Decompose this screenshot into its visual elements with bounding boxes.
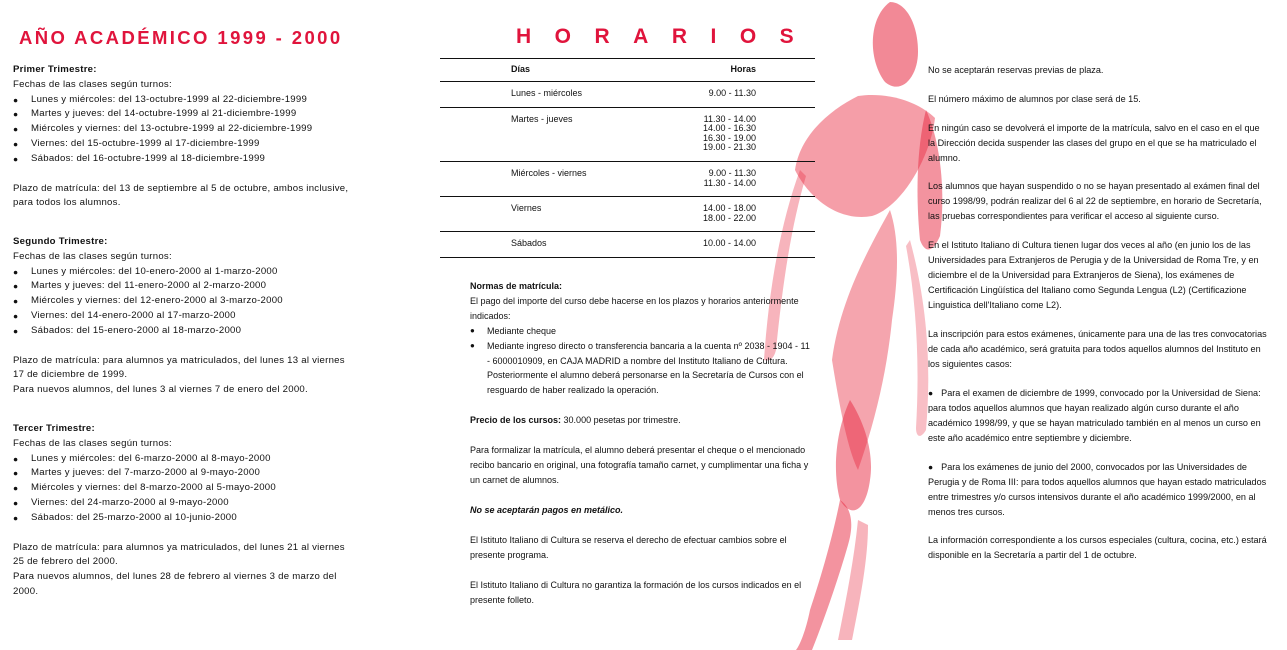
trimester-heading: Segundo Trimestre:	[13, 236, 108, 247]
bullet-icon: ●	[928, 461, 934, 472]
table-row	[440, 108, 815, 162]
info-text	[928, 63, 1268, 577]
normas-section	[470, 279, 815, 607]
row-dias: Miércoles - viernes	[511, 167, 587, 178]
figure-head	[873, 2, 918, 87]
list-item: ● Miércoles y viernes: del 12-enero-2000 al 3-marzo-2000	[13, 294, 358, 309]
schedule-table	[440, 58, 815, 258]
row-dias: Viernes	[511, 203, 542, 214]
list-item: ● Lunes y miércoles: del 13-octubre-1999 al 22-diciembre-1999	[13, 93, 358, 108]
table-row	[440, 162, 815, 197]
trimester-heading: Primer Trimestre:	[13, 64, 97, 75]
row-horas: 9.00 - 11.30 11.30 - 14.00	[703, 167, 756, 188]
row-horas: 14.00 - 18.00 18.00 - 22.00	[702, 203, 756, 223]
horarios-title: HORARIOS	[516, 25, 818, 48]
list-item: ● Sábados: del 25-marzo-2000 al 10-junio-2000	[13, 511, 358, 526]
dates-list	[13, 265, 358, 339]
header-horas: Horas	[730, 64, 756, 75]
table-row	[440, 232, 815, 257]
list-item: ● Lunes y miércoles: del 6-marzo-2000 al 8-mayo-2000	[13, 452, 358, 467]
list-item: ● Viernes: del 14-enero-2000 al 17-marzo-2000	[13, 309, 358, 324]
list-item: ● Viernes: del 24-marzo-2000 al 9-mayo-2000	[13, 496, 358, 511]
bullet-paragraph	[928, 386, 1268, 446]
list-item: ● Mediante ingreso directo o transferencia bancaria a la cuenta nº 2038 - 1904 - 11 - 6000010909, en CAJA MADRID a nombre del Instituto Italiano de Cultura. Posteriormente el alumno deberá personarse en la Secretaría de Cursos con el resguardo de haber realizado la operación.	[470, 339, 815, 399]
list-item: ● Martes y jueves: del 14-octubre-1999 al 21-diciembre-1999	[13, 107, 358, 122]
plazo-text: Plazo de matrícula: del 13 de septiembre al 5 de octubre, ambos inclusive, para todos los alumnos.	[13, 182, 349, 209]
trimester-intro: Fechas de las clases según turnos:	[13, 78, 172, 90]
trimester-intro: Fechas de las clases según turnos:	[13, 437, 172, 449]
trimester-intro: Fechas de las clases según turnos:	[13, 250, 172, 262]
info-paragraph: El número máximo de alumnos por clase será de 15.	[928, 93, 1141, 104]
row-dias: Sábados	[511, 238, 547, 249]
info-paragraph: La inscripción para estos exámenes, únicamente para una de las tres convocatorias de cada año académico, será gratuita para todos aquellos alumnos del Instituto en los siguientes casos:	[928, 328, 1267, 369]
info-paragraph: Los alumnos que hayan suspendido o no se hayan presentado al exámen final del curso 1998/99, podrán realizar del 6 al 22 de septiembre, en horario de Secretaría, las pruebas correspondientes para verificar el acceso al siguiente curso.	[928, 181, 1262, 222]
row-horas: 11.30 - 14.00 14.00 - 16.30 16.30 - 19.00 19.00 - 21.30	[702, 113, 756, 153]
dates-list	[13, 93, 358, 167]
bullet-text: Para los exámenes de junio del 2000, convocados por las Universidades de Perugia y de Roma III: para todos aquellos alumnos que hayan estado matriculados entre trimestres y/o cursos intensivos durante el año académico 1999/2000, en al menos tres cursos.	[928, 461, 1267, 517]
info-paragraph: La información correspondiente a los cursos especiales (cultura, cocina, etc.) estará disponible en la Secretaría a partir del 1 de octubre.	[928, 535, 1267, 561]
academic-year-title: AÑO ACADÉMICO 1999 - 2000	[19, 27, 343, 48]
row-horas: 9.00 - 11.30	[708, 88, 756, 98]
table-row	[440, 82, 815, 108]
reserva-text: El Istituto Italiano di Cultura se reserva el derecho de efectuar cambios sobre el presente programa.	[470, 534, 787, 560]
normas-intro: El pago del importe del curso debe hacerse en los plazos y horarios anteriormente indicados:	[470, 295, 799, 321]
row-horas: 10.00 - 14.00	[702, 238, 756, 249]
precio-label: Precio de los cursos:	[470, 415, 562, 426]
dates-list	[13, 452, 358, 526]
payment-list	[470, 324, 815, 399]
formalizar-text: Para formalizar la matrícula, el alumno deberá presentar el cheque o el mencionado recibo bancario en original, una fotografía tamaño carnet, y cumplimentar una ficha y un carnet de alumnos.	[470, 445, 809, 485]
figure-shoulder	[795, 95, 935, 217]
row-dias: Lunes - miércoles	[511, 88, 583, 98]
nuevos-text: Para nuevos alumnos, del lunes 28 de febrero al viernes 3 de marzo del 2000.	[13, 571, 337, 597]
header-dias: Días	[511, 64, 531, 75]
bullet-icon: ●	[928, 387, 934, 398]
list-item: ● Sábados: del 15-enero-2000 al 18-marzo-2000	[13, 324, 358, 339]
info-paragraph: En ningún caso se devolverá el importe de la matrícula, salvo en el caso en el que la Dirección decida suspender las clases del grupo en el que se ha matriculado el alumno.	[928, 122, 1260, 163]
table-row	[440, 197, 815, 232]
garantiza-text: El Istituto Italiano di Cultura no garantiza la formación de los cursos indicados en el presente folleto.	[470, 579, 802, 605]
trimester-3	[13, 422, 358, 600]
bullet-paragraph	[928, 460, 1268, 520]
trimester-2	[13, 235, 358, 398]
list-item: ● Mediante cheque	[470, 324, 815, 339]
list-item: ● Martes y jueves: del 7-marzo-2000 al 9-mayo-2000	[13, 466, 358, 481]
precio-line	[470, 413, 815, 428]
figure-right-edge	[906, 240, 928, 436]
info-paragraph: No se aceptarán reservas previas de plaza.	[928, 65, 1104, 75]
trimester-1	[13, 63, 358, 211]
row-dias: Martes - jueves	[511, 113, 573, 124]
list-item: ● Martes y jueves: del 11-enero-2000 al 2-marzo-2000	[13, 279, 358, 294]
list-item: ● Sábados: del 16-octubre-1999 al 18-diciembre-1999	[13, 152, 358, 167]
nuevos-text: Para nuevos alumnos, del lunes 3 al viernes 7 de enero del 2000.	[13, 384, 308, 396]
list-item: ● Viernes: del 15-octubre-1999 al 17-diciembre-1999	[13, 137, 358, 152]
list-item: ● Lunes y miércoles: del 10-enero-2000 al 1-marzo-2000	[13, 265, 358, 280]
precio-value: 30.000 pesetas por trimestre.	[561, 415, 681, 426]
table-header	[440, 59, 815, 82]
list-item: ● Miércoles y viernes: del 8-marzo-2000 al 5-mayo-2000	[13, 481, 358, 496]
trimester-heading: Tercer Trimestre:	[13, 423, 95, 434]
plazo-text: Plazo de matrícula: para alumnos ya matriculados, del lunes 13 al viernes 17 de diciembre de 1999.	[13, 354, 345, 381]
normas-heading: Normas de matrícula:	[470, 281, 563, 291]
no-metalico-text: No se aceptarán pagos en metálico.	[470, 504, 624, 515]
plazo-text: Plazo de matrícula: para alumnos ya matriculados, del lunes 21 al viernes 25 de febrero del 2000.	[13, 541, 345, 568]
list-item: ● Miércoles y viernes: del 13-octubre-1999 al 22-diciembre-1999	[13, 122, 358, 137]
info-paragraph: En el Istituto Italiano di Cultura tienen lugar dos veces al año (en junio los de las Universidades para Extranjeros de Perugia y de la Universidad de Roma Tre, y en diciembre el de la Universidad para Extranjeros de Siena), los exámenes de Certificación Lingüística del Italiano como Segunda Lengua (L2) (Certificazione Linguistica dell'Italiano come L2).	[928, 240, 1259, 311]
bullet-text: Para el examen de diciembre de 1999, convocado por la Universidad de Siena: para todos aquellos alumnos que hayan realizado algún curso durante el año académico 1998/99, y que se hayan matriculado también en al menos un curso en este año académico entre septiembre y diciembre.	[928, 387, 1261, 443]
